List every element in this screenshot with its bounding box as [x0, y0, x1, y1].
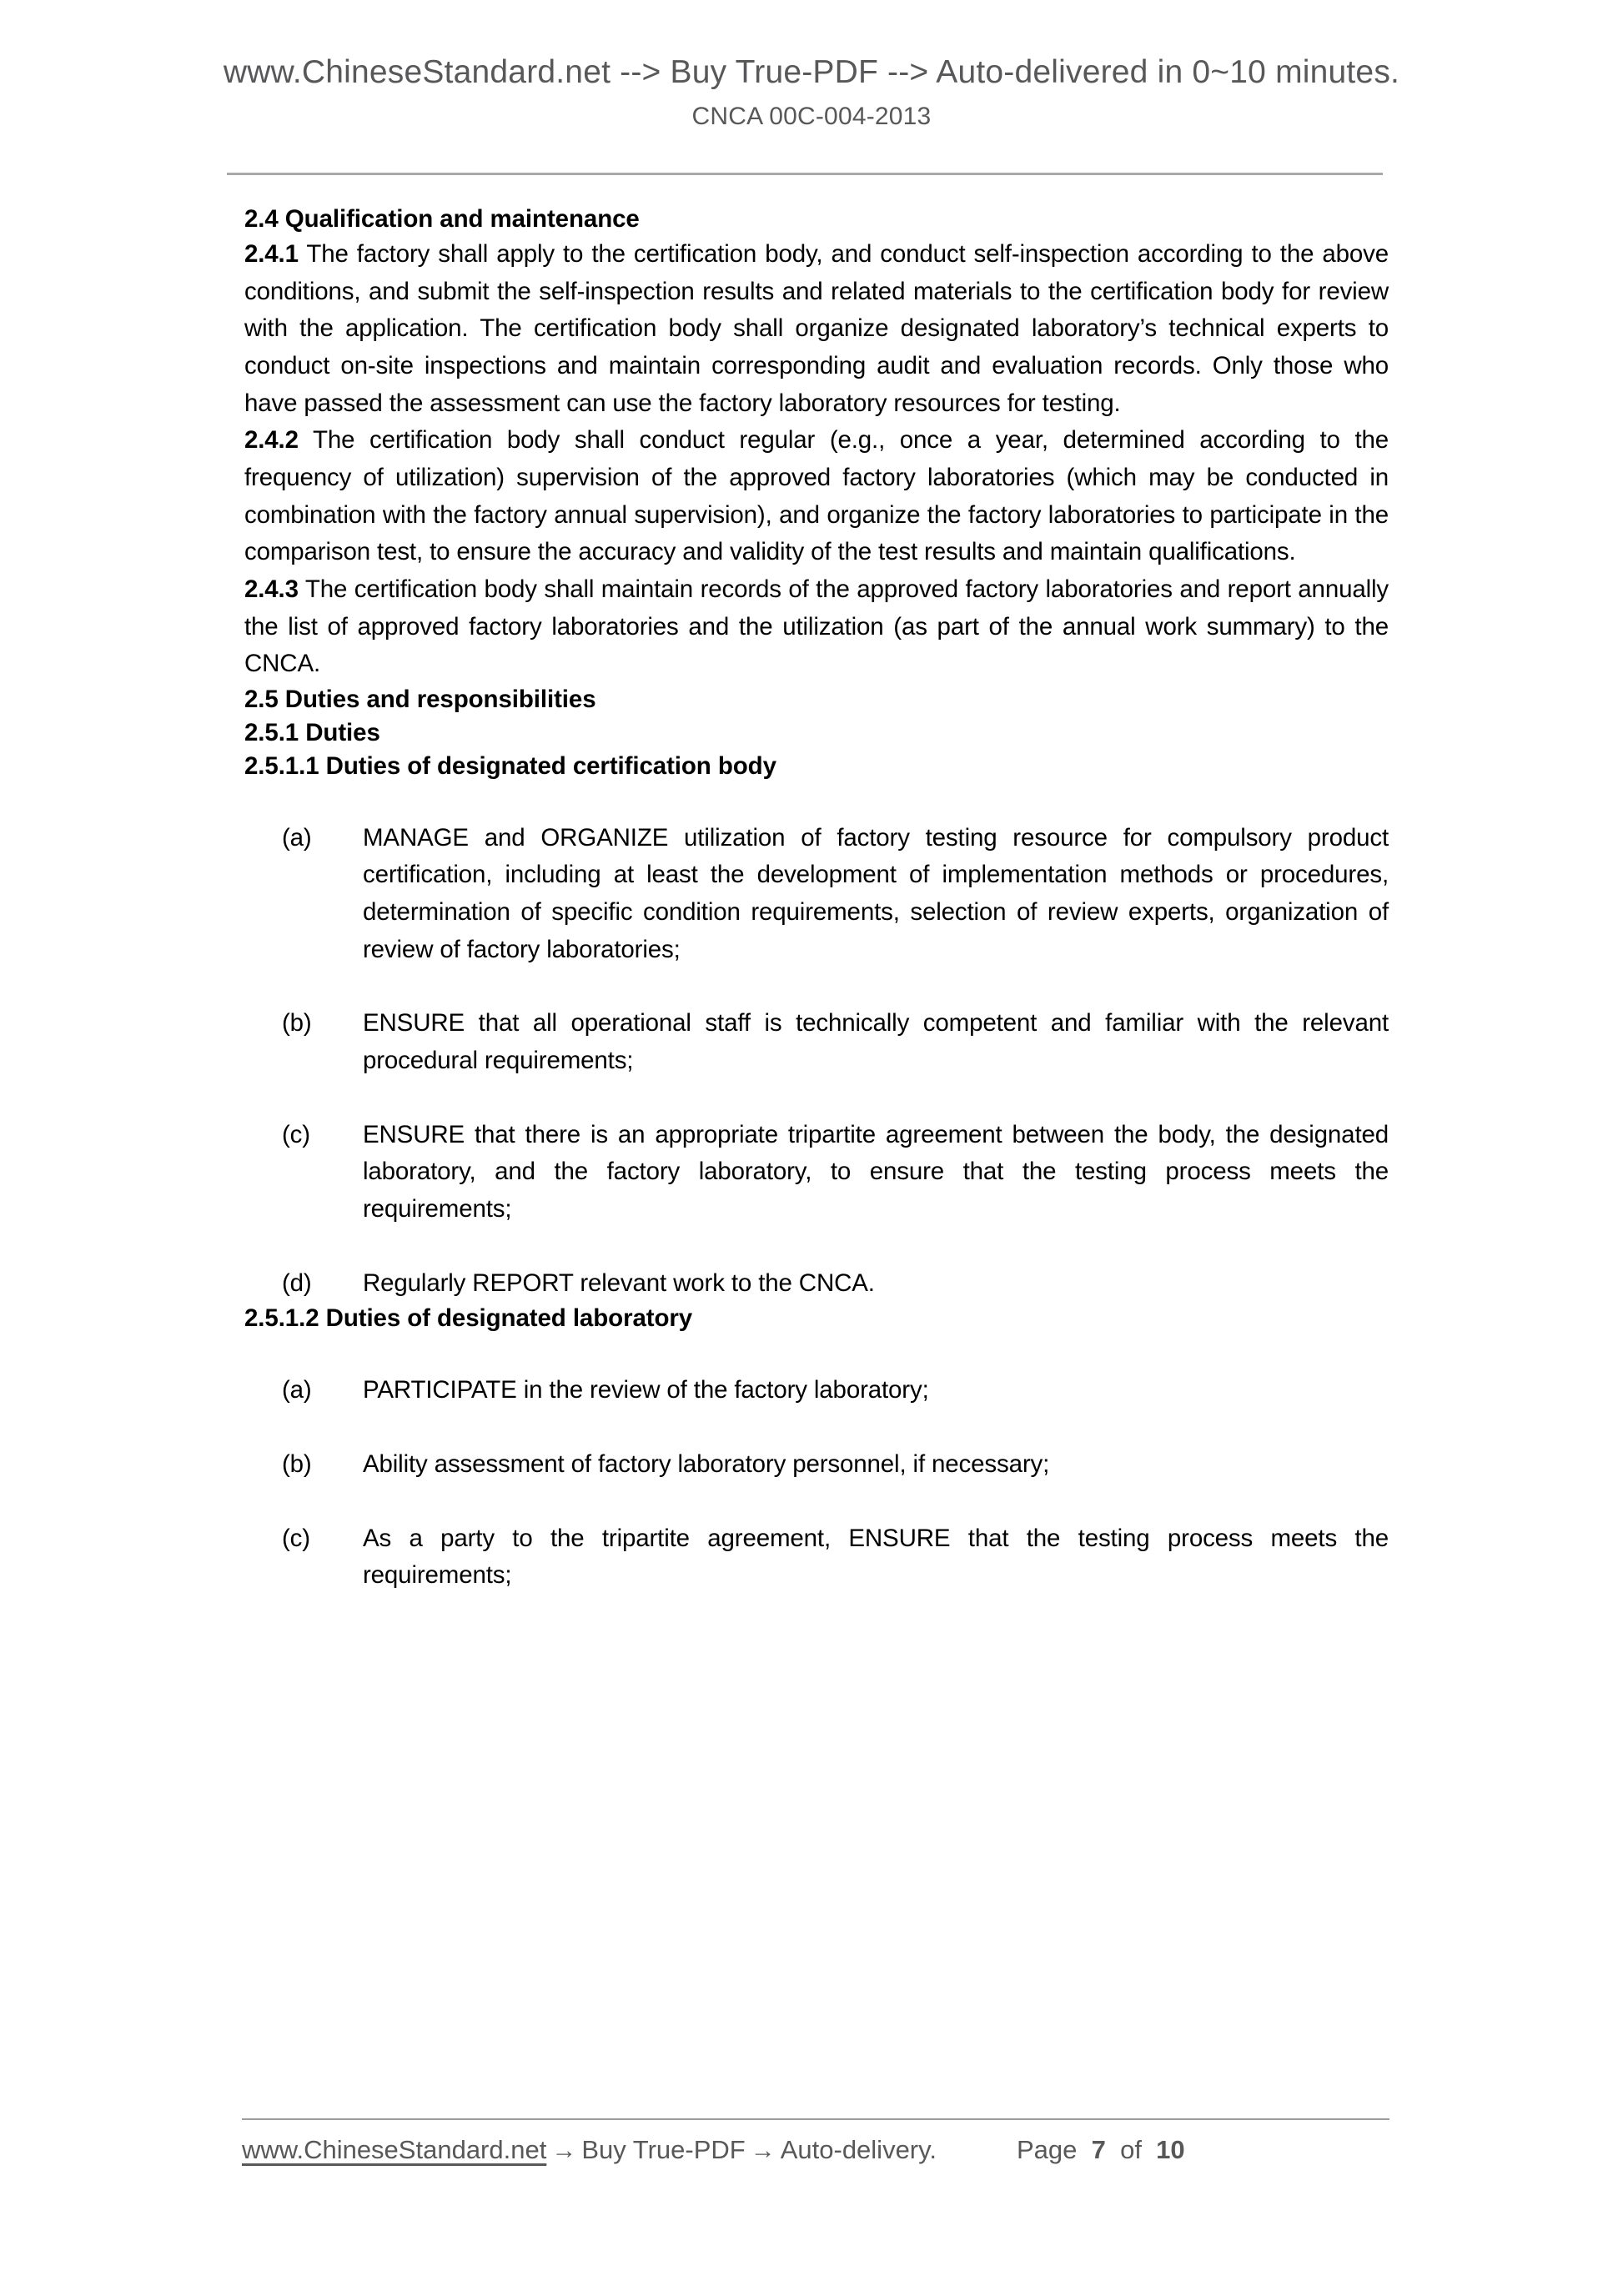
- list-item-text: As a party to the tripartite agreement, ENSURE that the testing process meets the requirements;: [363, 1524, 1389, 1590]
- page-of-label: of: [1120, 2135, 1142, 2164]
- heading-2-4: 2.4 Qualification and maintenance: [244, 205, 640, 233]
- list-item-text: PARTICIPATE in the review of the factory laboratory;: [363, 1376, 929, 1404]
- footer-promo: [242, 2135, 937, 2165]
- footer-buy-text: Buy True-PDF: [581, 2135, 746, 2164]
- paragraph-2-4-1-text: The factory shall apply to the certification body, and conduct self-inspection according to the above conditions, and submit the self-inspection results and related materials to the certification body for review with the application. The certification body shall organize designated laboratory’s technical experts to conduct on-site inspections and maintain corresponding audit and evaluation records. Only those who have passed the assessment can use the factory laboratory resources for testing.: [244, 239, 1389, 417]
- heading-2-5-1-1: 2.5.1.1 Duties of designated certification body: [244, 751, 776, 780]
- footer-url-link[interactable]: www.ChineseStandard.net: [242, 2135, 547, 2164]
- footer-delivery-text: Auto-delivery.: [780, 2135, 937, 2164]
- paragraph-2-4-3-number: 2.4.3: [244, 575, 299, 603]
- list-item-text: Regularly REPORT relevant work to the CNCA.: [363, 1269, 875, 1297]
- document-body: [244, 203, 1389, 1595]
- page-footer: [242, 2135, 1389, 2165]
- list-item-marker: (b): [282, 1449, 312, 1478]
- list-item-text: ENSURE that there is an appropriate tripartite agreement between the body, the designated laboratory, and the factory laboratory, to ensure that the testing process meets the requirements;: [363, 1120, 1389, 1223]
- list-item: [282, 1265, 1389, 1303]
- paragraph-2-4-2: [244, 422, 1389, 571]
- list-item: [282, 820, 1389, 969]
- header-divider: [227, 173, 1383, 175]
- paragraph-2-4-2-text: The certification body shall conduct regular (e.g., once a year, determined according to the frequency of utilization) supervision of the approved factory laboratories (which may be conducted in combination with the factory annual supervision), and organize the factory laboratories to participate in the comparison test, to ensure the accuracy and validity of the test results and maintain qualifications.: [244, 426, 1389, 566]
- page-header: [0, 52, 1623, 131]
- paragraph-2-4-1: [244, 236, 1389, 422]
- list-item: [282, 1372, 1389, 1409]
- list-item-marker: (a): [282, 823, 312, 852]
- page-total: 10: [1156, 2135, 1185, 2164]
- heading-2-5: 2.5 Duties and responsibilities: [244, 686, 596, 714]
- page-number: 7: [1091, 2135, 1106, 2164]
- heading-2-5-1: 2.5.1 Duties: [244, 718, 380, 746]
- page-indicator: [1017, 2135, 1185, 2165]
- list-item: [282, 1446, 1389, 1484]
- footer-divider: [242, 2118, 1389, 2120]
- list-item: [282, 1005, 1389, 1079]
- list-item-marker: (d): [282, 1269, 312, 1297]
- paragraph-2-4-1-number: 2.4.1: [244, 239, 299, 268]
- paragraph-2-4-3-text: The certification body shall maintain records of the approved factory laboratories and report annually the list of approved factory laboratories and the utilization (as part of the annual work summary) to the CNCA.: [244, 575, 1389, 678]
- page-label: Page: [1016, 2135, 1078, 2164]
- arrow-right-icon: →: [551, 2137, 577, 2164]
- list-item: [282, 1520, 1389, 1595]
- list-item-marker: (c): [282, 1120, 310, 1148]
- duties-designated-laboratory-list: [244, 1372, 1389, 1595]
- heading-2-5-1-2: 2.5.1.2 Duties of designated laboratory: [244, 1304, 693, 1333]
- header-document-id: CNCA 00C-004-2013: [691, 102, 932, 130]
- list-item-text: Ability assessment of factory laboratory personnel, if necessary;: [363, 1449, 1050, 1478]
- list-item-marker: (c): [282, 1524, 310, 1552]
- paragraph-2-4-3: [244, 571, 1389, 683]
- paragraph-2-4-2-number: 2.4.2: [244, 426, 299, 455]
- list-item-marker: (a): [282, 1376, 312, 1404]
- list-item-text: MANAGE and ORGANIZE utilization of factory testing resource for compulsory product certification, including at least the development of implementation methods or procedures, determination of specific condition requirements, selection of review experts, organization of review of factory laboratories;: [363, 823, 1389, 963]
- header-promo-text: www.ChineseStandard.net --> Buy True-PDF --> Auto-delivered in 0~10 minutes.: [223, 54, 1400, 90]
- arrow-right-icon: →: [750, 2137, 776, 2164]
- duties-certification-body-list: [244, 820, 1389, 1303]
- list-item: [282, 1117, 1389, 1228]
- list-item-marker: (b): [282, 1009, 312, 1037]
- list-item-text: ENSURE that all operational staff is technically competent and familiar with the relevant procedural requirements;: [363, 1009, 1389, 1074]
